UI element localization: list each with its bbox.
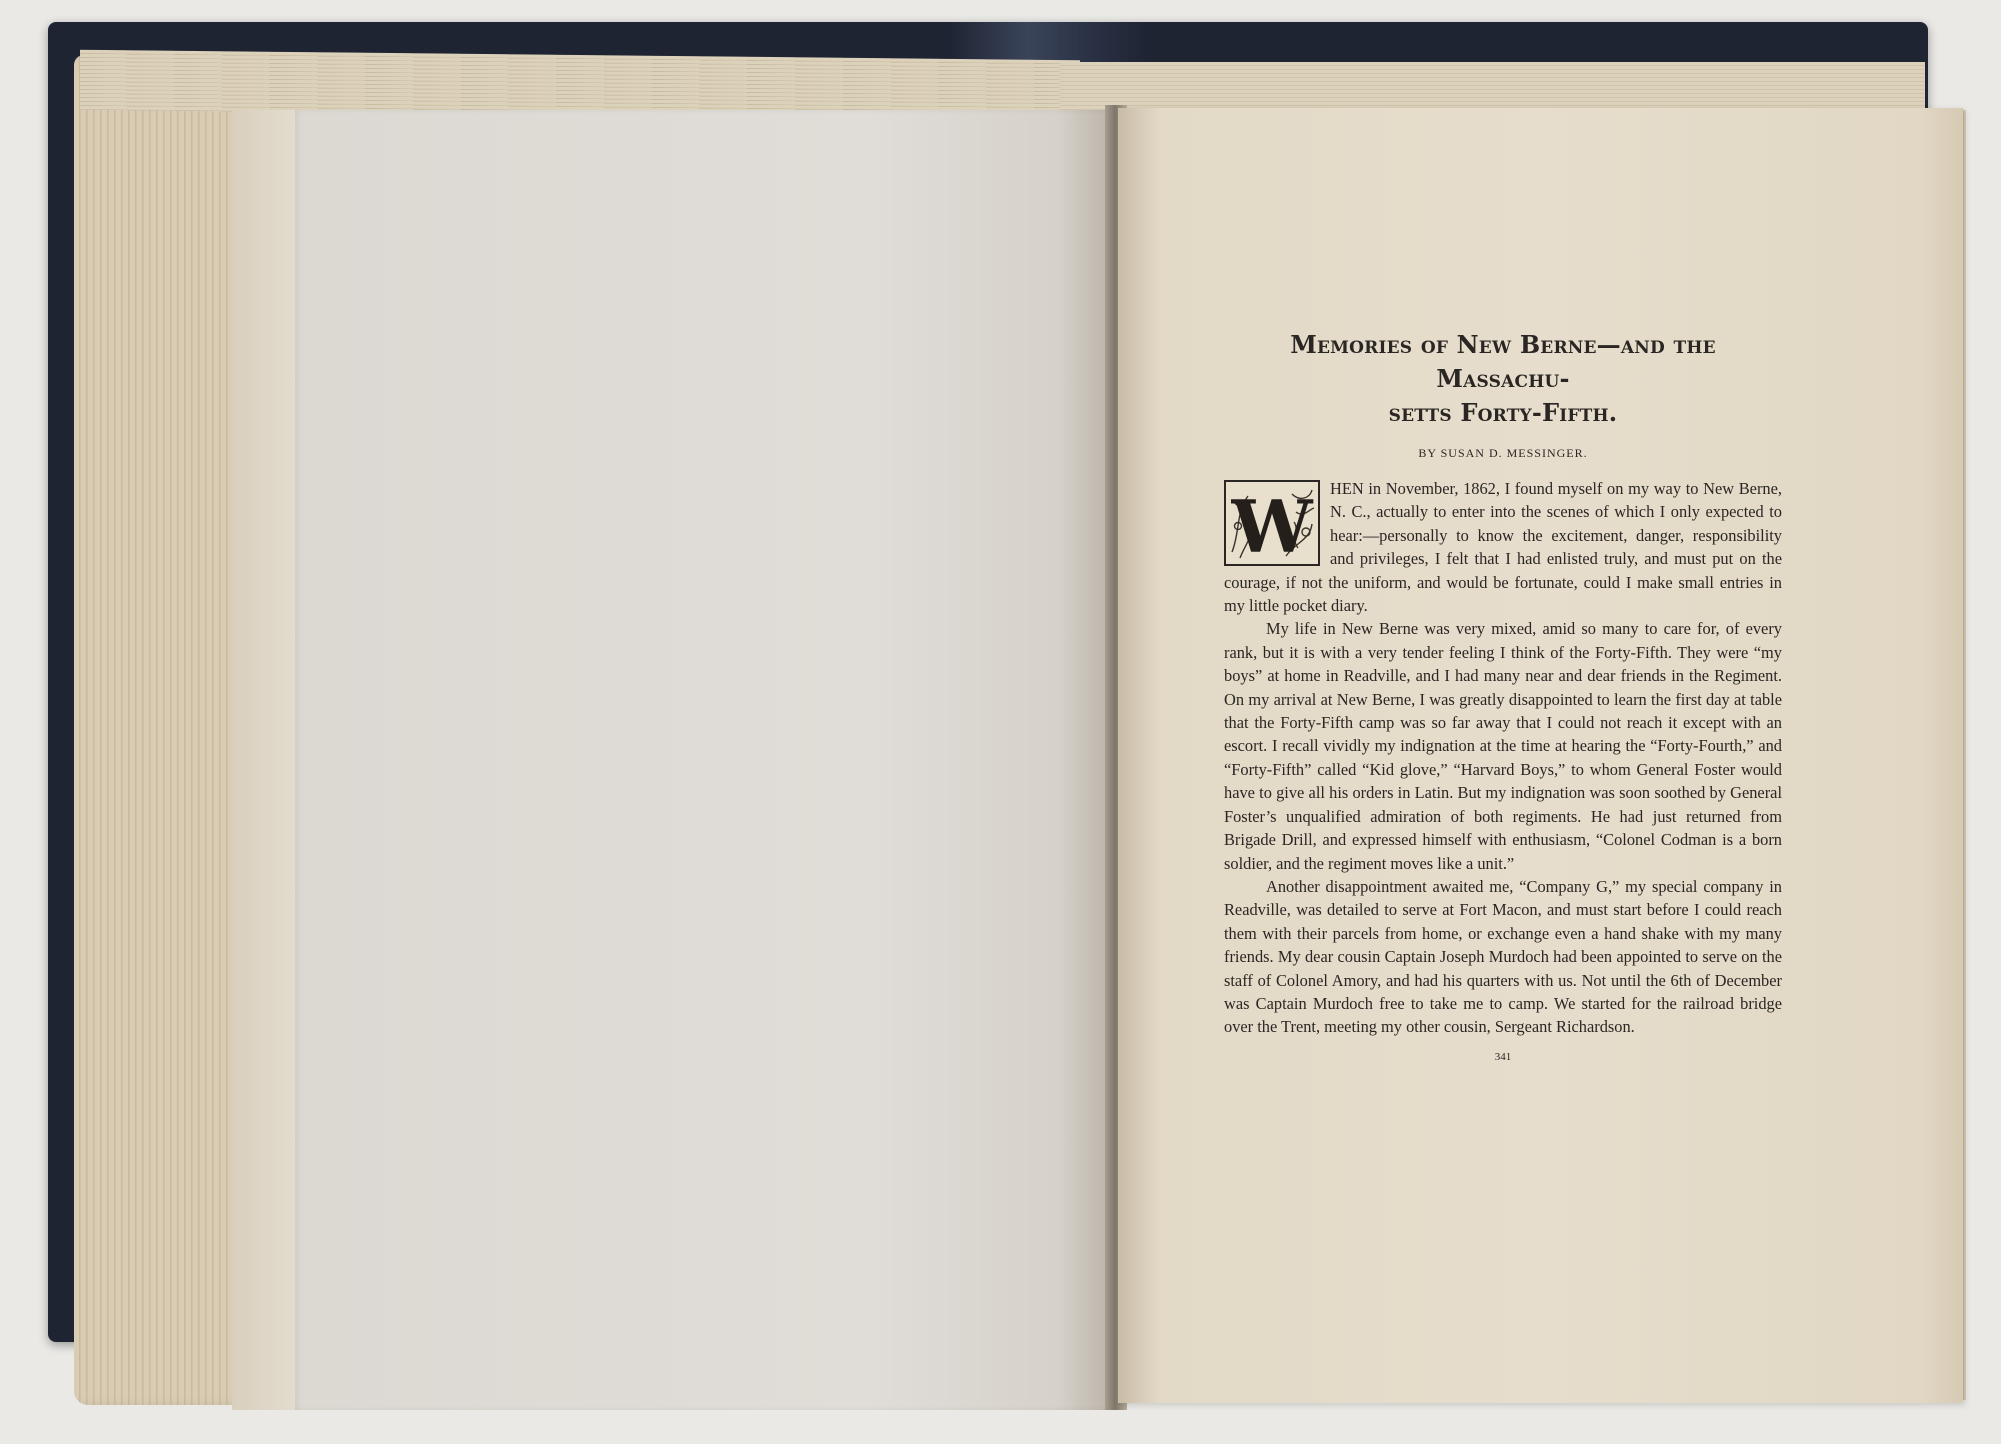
paragraph-1: HEN in November, 1862, I found myself on my way to New Berne, N. C., actually to enter into the scenes of which I only expected to hear:—personally to know the excitement, danger, responsibility and privileges, I felt that I had enlisted truly, and must put on the courage, if not the uniform, and would be fortunate, could I make small entries in my little pocket diary. bbox=[1224, 479, 1782, 616]
drop-cap-ornament bbox=[1224, 480, 1320, 566]
paragraph-3: Another disappointment awaited me, “Company G,” my special company in Readville, was detailed to serve at Fort Macon, and must start before I could reach them with their parcels from home, or exchange even a hand shake with my many friends. My dear cousin Captain Joseph Murdoch had been appointed to serve on the staff of Colonel Amory, and had his quarters with us. Not until the 6th of December was Captain Murdoch free to take me to camp. We started for the railroad bridge over the Trent, meeting my other cousin, Sergeant Richardson. bbox=[1224, 876, 1782, 1037]
article bbox=[1224, 328, 1782, 1063]
article-byline: BY SUSAN D. MESSINGER. bbox=[1418, 446, 1588, 460]
article-body bbox=[1224, 477, 1782, 1039]
drop-cap-letter: W bbox=[1231, 484, 1313, 564]
right-page bbox=[1118, 108, 1963, 1403]
paragraph-2: My life in New Berne was very mixed, amid so many to care for, of every rank, but it is with a very tender feeling I think of the Forty-Fifth. They were “my boys” at home in Readville, and I had many near and dear friends in the Regiment. On my arrival at New Berne, I was greatly disappointed to learn the first day at table that the Forty-Fifth camp was so far away that I could not reach it except with an escort. I recall vividly my indignation at the time at hearing the “Forty-Fourth,” and “Forty-Fifth” called “Kid glove,” “Harvard Boys,” to whom General Foster would have to give all his orders in Latin. But my indignation was soon soothed by General Foster’s unqualified admiration of both regiments. He had just returned from Brigade Drill, and expressed himself with enthusiasm, “Colonel Codman is a born soldier, and the regiment moves like a unit.” bbox=[1224, 619, 1782, 873]
article-title-line1: Memories of New Berne—and the Massachu- bbox=[1290, 330, 1716, 393]
left-page-underlayer bbox=[232, 110, 302, 1410]
article-title bbox=[1224, 328, 1782, 430]
page-number: 341 bbox=[1494, 1050, 1512, 1063]
left-page-blank bbox=[295, 110, 1115, 1410]
article-title-line2: setts Forty-Fifth. bbox=[1388, 398, 1618, 427]
